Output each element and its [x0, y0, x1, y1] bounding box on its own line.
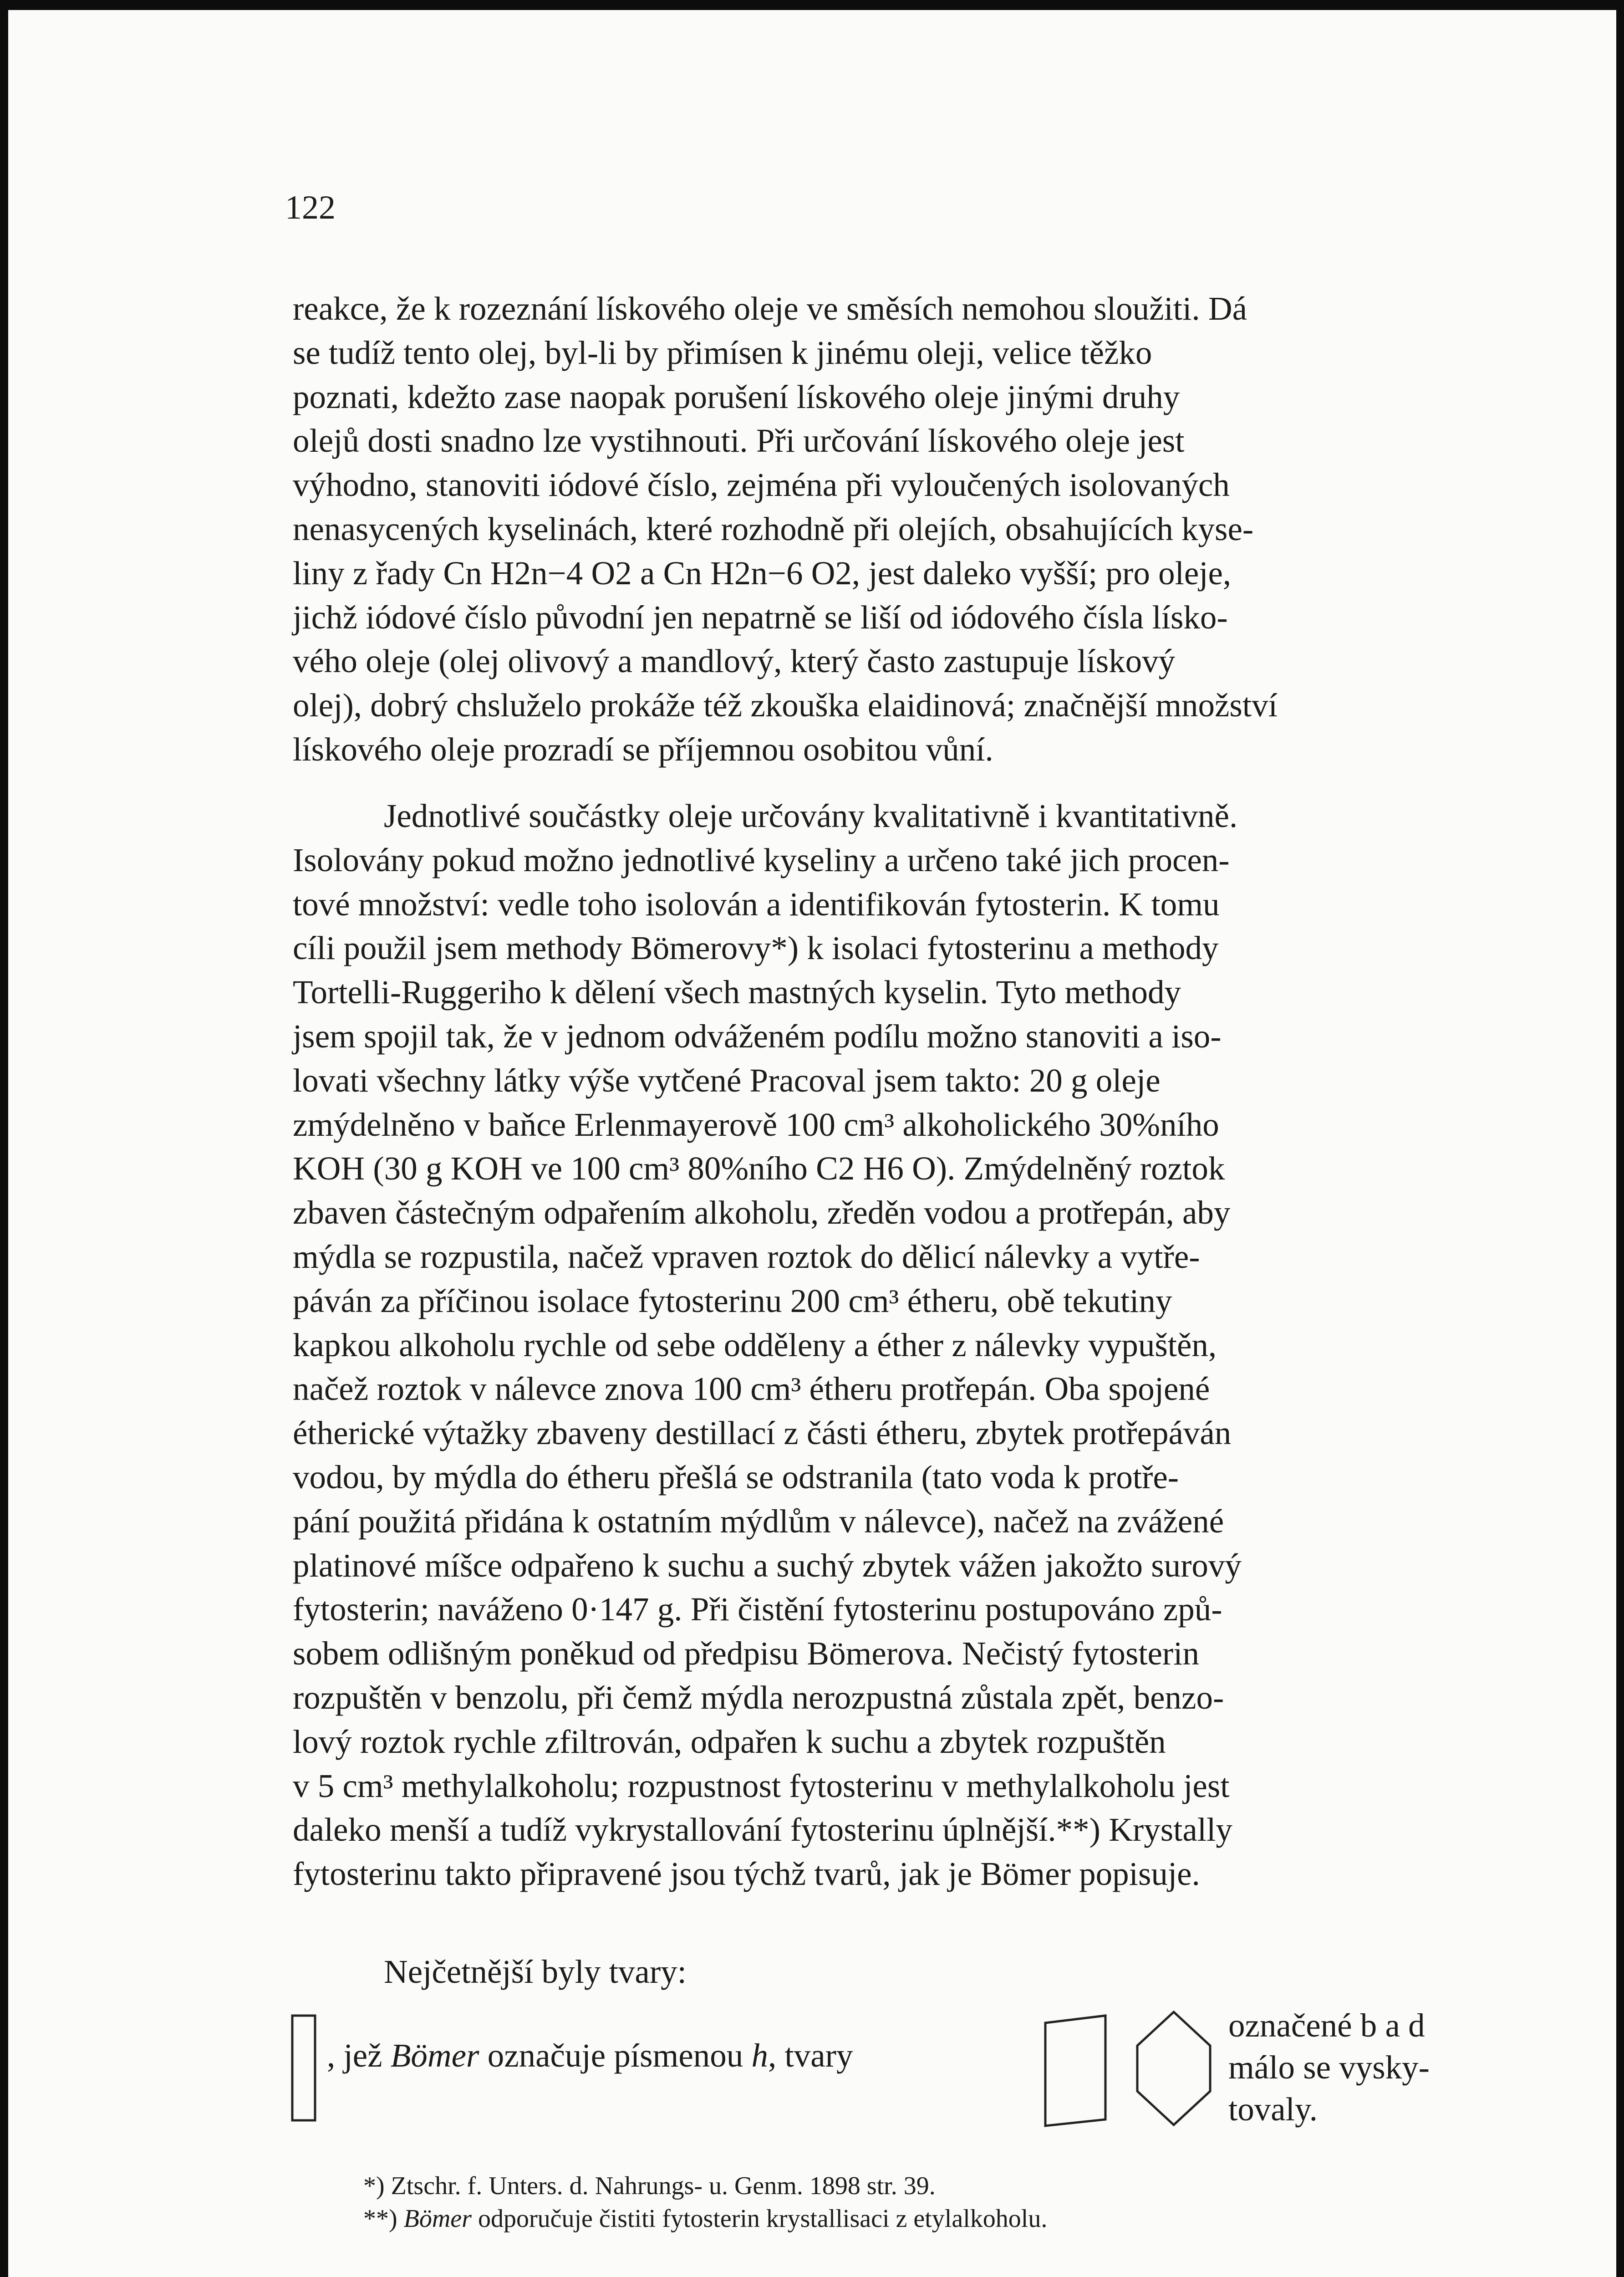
text-line: liny z řady Cn H2n−4 O2 a Cn H2n−6 O2, jest daleko vyšší; pro oleje,	[293, 554, 1232, 592]
text-line: mýdla se rozpustila, načež vpraven roztok do dělicí nálevky a vytře-	[293, 1238, 1200, 1275]
page-number: 122	[285, 189, 336, 226]
text-line: KOH (30 g KOH ve 100 cm³ 80%ního C2 H6 O). Zmýdelněný roztok	[293, 1150, 1225, 1187]
text-line: vodou, by mýdla do étheru přešlá se odstranila (tato voda k protře-	[293, 1458, 1179, 1496]
text-line: lový roztok rychle zfiltrován, odpařen k suchu a zbytek rozpuštěn	[293, 1723, 1166, 1760]
caption-part: , jež	[327, 2037, 382, 2074]
text-line: Isolovány pokud možno jednotlivé kyseliny a určeno také jich procen-	[293, 841, 1230, 878]
text-line: nenasycených kyselinách, které rozhodně při olejích, obsahujících kyse-	[293, 510, 1254, 547]
text-line: étherické výtažky zbaveny destillací z části étheru, zbytek protřepáván	[293, 1414, 1232, 1452]
footnote-text: Ztschr. f. Unters. d. Nahrungs- u. Genm. 1898 str. 39.	[391, 2172, 936, 2200]
text-line: se tudíž tento olej, byl-li by přimísen k jinému oleji, velice těžko	[293, 334, 1152, 371]
footnote-1	[363, 2171, 936, 2200]
text-line: daleko menší a tudíž vykrystallování fytosterinu úplnější.**) Krystally	[293, 1811, 1232, 1848]
footnote-2	[363, 2204, 1047, 2233]
text-line: výhodno, stanoviti iódové číslo, zejména při vyloučených isolovaných	[293, 466, 1230, 504]
caption-letter: h	[751, 2037, 768, 2074]
hexagon-crystal-d-icon	[1133, 2009, 1215, 2128]
caption-line: málo se vysky-	[1228, 2049, 1430, 2086]
figure-caption-left	[327, 2037, 853, 2075]
footnote-mark: **)	[363, 2205, 397, 2233]
caption-line: tovaly.	[1228, 2091, 1318, 2128]
text-line: sobem odlišným poněkud od předpisu Bömerova. Nečistý fytosterin	[293, 1635, 1199, 1672]
text-line: olejů dosti snadno lze vystihnouti. Při určování lískového oleje jest	[293, 422, 1185, 459]
caption-part: , tvary	[768, 2037, 853, 2074]
page	[8, 10, 1616, 2277]
text-line: platinové míšce odpařeno k suchu a suchý zbytek vážen jakožto surový	[293, 1547, 1242, 1584]
text-line: rozpuštěn v benzolu, při čemž mýdla nerozpustná zůstala zpět, benzo-	[293, 1679, 1224, 1716]
text-line: jsem spojil tak, že v jednom odváženém podílu možno stanoviti a iso-	[293, 1017, 1222, 1055]
footnote-name: Bömer	[403, 2205, 472, 2233]
parallelogram-crystal-b-icon	[1042, 2014, 1110, 2128]
text-line: fytosterin; naváženo 0·147 g. Při čistění fytosterinu postupováno způ-	[293, 1591, 1222, 1628]
text-line: Tortelli-Ruggeriho k dělení všech mastných kyselin. Tyto methody	[293, 974, 1181, 1011]
text-line: lovati všechny látky výše vytčené Pracoval jsem takto: 20 g oleje	[293, 1062, 1161, 1099]
footnote-text: odporučuje čistiti fytosterin krystallisaci z etylalkoholu.	[478, 2205, 1048, 2233]
text-line: jichž iódové číslo původní jen nepatrně se liší od iódového čísla lísko-	[293, 598, 1228, 636]
text-line: cíli použil jsem methody Bömerovy*) k isolaci fytosterinu a methody	[293, 929, 1219, 967]
caption-name: Bömer	[390, 2037, 479, 2074]
text-line: fytosterinu takto připravené jsou týchž tvarů, jak je Bömer popisuje.	[293, 1855, 1200, 1893]
text-line: v 5 cm³ methylalkoholu; rozpustnost fytosterinu v methylalkoholu jest	[293, 1767, 1230, 1804]
caption-line: označené b a d	[1228, 2007, 1425, 2044]
text-line: lískového oleje prozradí se příjemnou osobitou vůní.	[293, 730, 993, 768]
text-line: pání použitá přidána k ostatním mýdlům v nálevce), načež na zvážené	[293, 1502, 1224, 1540]
footnote-mark: *)	[363, 2172, 385, 2200]
text-line: poznati, kdežto zase naopak porušení lískového oleje jinými druhy	[293, 378, 1180, 415]
text-line: kapkou alkoholu rychle od sebe odděleny a éther z nálevky vypuštěn,	[293, 1326, 1217, 1363]
text-line: tové množství: vedle toho isolován a identifikován fytosterin. K tomu	[293, 885, 1220, 923]
text-line: Nejčetnější byly tvary:	[384, 1953, 687, 1990]
figure-caption-right	[1228, 2005, 1430, 2130]
text-line: olej), dobrý chsluželo prokáže též zkouška elaidinová; značnější množství	[293, 687, 1278, 724]
text-line: páván za příčinou isolace fytosterinu 200 cm³ étheru, obě tekutiny	[293, 1282, 1172, 1319]
text-line: reakce, že k rozeznání lískového oleje ve směsích nemohou sloužiti. Dá	[293, 290, 1247, 327]
text-line: zbaven částečným odpařením alkoholu, zředěn vodou a protřepán, aby	[293, 1194, 1231, 1231]
rectangle-crystal-h-icon	[290, 2014, 318, 2123]
text-line: načež roztok v nálevce znova 100 cm³ étheru protřepán. Oba spojené	[293, 1370, 1210, 1408]
text-line: zmýdelněno v baňce Erlenmayerově 100 cm³ alkoholického 30%ního	[293, 1106, 1219, 1143]
crystal-figure-row	[8, 10, 1616, 2277]
text-line: vého oleje (olej olivový a mandlový, který často zastupuje lískový	[293, 643, 1176, 680]
text-line: Jednotlivé součástky oleje určovány kvalitativně i kvantitativně.	[384, 797, 1238, 834]
caption-part: označuje písmenou	[487, 2037, 743, 2074]
